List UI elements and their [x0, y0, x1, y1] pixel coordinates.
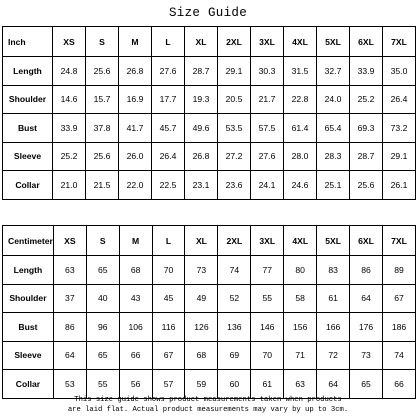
table-cell: 16.9 — [119, 85, 152, 114]
table-cell: 61.4 — [284, 114, 317, 143]
table-cell: 29.1 — [218, 57, 251, 86]
table-cell: 64 — [53, 341, 86, 370]
table-cell: 66 — [119, 341, 152, 370]
table-cell: 53 — [53, 370, 86, 399]
table-cell: 136 — [218, 313, 251, 342]
table-cell: 28.0 — [284, 142, 317, 171]
table-cell: 64 — [350, 284, 383, 313]
table-cell: 86 — [53, 313, 86, 342]
table-cell: 53.5 — [218, 114, 251, 143]
row-label: Sleeve — [3, 142, 53, 171]
table-cell: 33.9 — [350, 57, 383, 86]
size-header: 2XL — [218, 27, 251, 57]
size-header: 7XL — [383, 27, 416, 57]
size-header: XL — [185, 226, 218, 256]
table-cell: 45 — [152, 284, 185, 313]
table-cell: 106 — [119, 313, 152, 342]
unit-label: Centimeter — [3, 226, 54, 256]
table-cell: 27.6 — [251, 142, 284, 171]
table-cell: 72 — [317, 341, 350, 370]
size-header: S — [86, 27, 119, 57]
table-cell: 21.7 — [251, 85, 284, 114]
table-cell: 26.1 — [383, 171, 416, 200]
size-header: 5XL — [317, 226, 350, 256]
table-cell: 68 — [119, 256, 152, 285]
table-cell: 71 — [284, 341, 317, 370]
table-cell: 55 — [251, 284, 284, 313]
table-cell: 30.3 — [251, 57, 284, 86]
table-cell: 63 — [53, 256, 86, 285]
measurement-note — [0, 395, 416, 415]
table-cell: 25.6 — [350, 171, 383, 200]
size-header: 3XL — [251, 27, 284, 57]
table-cell: 57.5 — [251, 114, 284, 143]
table-cell: 22.5 — [152, 171, 185, 200]
table-cell: 64 — [317, 370, 350, 399]
table-cell: 156 — [284, 313, 317, 342]
table-cell: 35.0 — [383, 57, 416, 86]
table-cell: 73 — [350, 341, 383, 370]
table-cell: 65.4 — [317, 114, 350, 143]
table-cell: 23.1 — [185, 171, 218, 200]
table-cell: 70 — [251, 341, 284, 370]
table-row — [3, 171, 416, 200]
size-header: 5XL — [317, 27, 350, 57]
note-line-1: This size guide shows product measurements taken when products — [74, 396, 342, 404]
table-cell: 19.3 — [185, 85, 218, 114]
table-cell: 77 — [251, 256, 284, 285]
table-cell: 45.7 — [152, 114, 185, 143]
table-row — [3, 85, 416, 114]
size-header: XS — [53, 226, 86, 256]
size-header: S — [86, 226, 119, 256]
size-header: 7XL — [383, 226, 416, 256]
table-cell: 55 — [86, 370, 119, 399]
table-cell: 26.8 — [119, 57, 152, 86]
size-table-inch — [2, 26, 416, 200]
table-cell: 31.5 — [284, 57, 317, 86]
table-cell: 65 — [86, 341, 119, 370]
table-cell: 116 — [152, 313, 185, 342]
page-title: Size Guide — [168, 6, 247, 20]
table-cell: 28.7 — [350, 142, 383, 171]
table-cell: 67 — [152, 341, 185, 370]
size-header: L — [152, 226, 185, 256]
table-cell: 26.0 — [119, 142, 152, 171]
table-cell: 29.1 — [383, 142, 416, 171]
table-cell: 25.2 — [350, 85, 383, 114]
table-cell: 21.5 — [86, 171, 119, 200]
table-cell: 96 — [86, 313, 119, 342]
table-cell: 86 — [350, 256, 383, 285]
table-cell: 37.8 — [86, 114, 119, 143]
table-cell: 80 — [284, 256, 317, 285]
table-row — [3, 284, 416, 313]
table-cell: 74 — [218, 256, 251, 285]
table-row — [3, 341, 416, 370]
table-cell: 26.8 — [185, 142, 218, 171]
row-label: Length — [3, 57, 53, 86]
table-cell: 57 — [152, 370, 185, 399]
table-cell: 67 — [383, 284, 416, 313]
table-cell: 83 — [317, 256, 350, 285]
table-row — [3, 256, 416, 285]
table-cell: 22.8 — [284, 85, 317, 114]
table-cell: 32.7 — [317, 57, 350, 86]
table-cell: 37 — [53, 284, 86, 313]
table-cell: 25.2 — [53, 142, 86, 171]
table-cell: 59 — [185, 370, 218, 399]
table-cell: 176 — [350, 313, 383, 342]
row-label: Collar — [3, 370, 54, 399]
header-row — [3, 226, 416, 256]
note-line-2: are laid flat. Actual product measurements may vary by up to 3cm. — [67, 406, 349, 414]
row-label: Shoulder — [3, 284, 54, 313]
table-cell: 22.0 — [119, 171, 152, 200]
table-cell: 17.7 — [152, 85, 185, 114]
table-cell: 66 — [383, 370, 416, 399]
table-cell: 24.6 — [284, 171, 317, 200]
table-cell: 49.6 — [185, 114, 218, 143]
table-row — [3, 370, 416, 399]
size-header: M — [119, 27, 152, 57]
table-cell: 20.5 — [218, 85, 251, 114]
table-cell: 24.1 — [251, 171, 284, 200]
size-header: L — [152, 27, 185, 57]
table-cell: 186 — [383, 313, 416, 342]
table-row — [3, 313, 416, 342]
row-label: Length — [3, 256, 54, 285]
table-cell: 43 — [119, 284, 152, 313]
table-cell: 25.1 — [317, 171, 350, 200]
table-cell: 65 — [86, 256, 119, 285]
table-cell: 27.6 — [152, 57, 185, 86]
size-header: 4XL — [284, 27, 317, 57]
size-header: 6XL — [350, 226, 383, 256]
table-cell: 28.7 — [185, 57, 218, 86]
size-header: 2XL — [218, 226, 251, 256]
row-label: Collar — [3, 171, 53, 200]
table-cell: 56 — [119, 370, 152, 399]
table-cell: 49 — [185, 284, 218, 313]
table-cell: 15.7 — [86, 85, 119, 114]
table-cell: 25.6 — [86, 142, 119, 171]
size-header: 6XL — [350, 27, 383, 57]
table-cell: 73.2 — [383, 114, 416, 143]
table-cell: 14.6 — [53, 85, 86, 114]
row-label: Bust — [3, 313, 54, 342]
size-header: 3XL — [251, 226, 284, 256]
table-cell: 146 — [251, 313, 284, 342]
table-cell: 74 — [383, 341, 416, 370]
header-row — [3, 27, 416, 57]
table-cell: 126 — [185, 313, 218, 342]
size-table-centimeter — [2, 225, 416, 399]
size-header: XS — [53, 27, 86, 57]
table-cell: 61 — [317, 284, 350, 313]
table-cell: 61 — [251, 370, 284, 399]
table-cell: 58 — [284, 284, 317, 313]
row-label: Sleeve — [3, 341, 54, 370]
table-cell: 166 — [317, 313, 350, 342]
table-cell: 89 — [383, 256, 416, 285]
table-cell: 24.0 — [317, 85, 350, 114]
size-header: 4XL — [284, 226, 317, 256]
unit-label: Inch — [3, 27, 53, 57]
table-cell: 23.6 — [218, 171, 251, 200]
size-header: XL — [185, 27, 218, 57]
table-cell: 69 — [218, 341, 251, 370]
table-cell: 24.8 — [53, 57, 86, 86]
table-cell: 33.9 — [53, 114, 86, 143]
table-cell: 26.4 — [383, 85, 416, 114]
table-row — [3, 57, 416, 86]
table-cell: 52 — [218, 284, 251, 313]
table-cell: 73 — [185, 256, 218, 285]
table-row — [3, 114, 416, 143]
size-header: M — [119, 226, 152, 256]
table-cell: 60 — [218, 370, 251, 399]
table-cell: 26.4 — [152, 142, 185, 171]
table-cell: 69.3 — [350, 114, 383, 143]
table-cell: 68 — [185, 341, 218, 370]
table-cell: 21.0 — [53, 171, 86, 200]
table-cell: 63 — [284, 370, 317, 399]
table-row — [3, 142, 416, 171]
row-label: Bust — [3, 114, 53, 143]
table-cell: 27.2 — [218, 142, 251, 171]
table-cell: 70 — [152, 256, 185, 285]
row-label: Shoulder — [3, 85, 53, 114]
table-cell: 65 — [350, 370, 383, 399]
table-cell: 40 — [86, 284, 119, 313]
table-cell: 41.7 — [119, 114, 152, 143]
table-cell: 28.3 — [317, 142, 350, 171]
table-cell: 25.6 — [86, 57, 119, 86]
